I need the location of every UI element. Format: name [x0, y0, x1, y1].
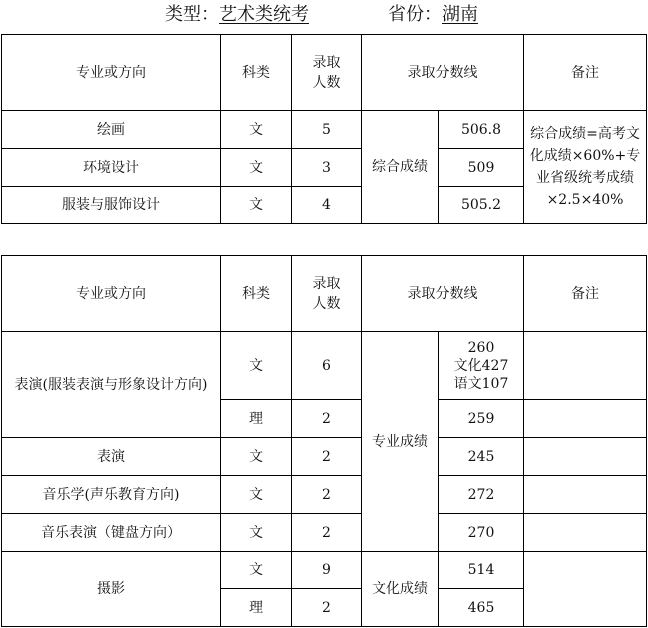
province-label: 省份：: [388, 4, 442, 25]
count-cell: 2: [292, 438, 362, 476]
score-cell: 245: [439, 438, 524, 476]
header-major: 专业或方向: [2, 35, 221, 111]
category-cell: 文: [221, 552, 292, 589]
count-cell: 2: [292, 589, 362, 627]
major-cell: 音乐学(声乐教育方向): [2, 476, 221, 514]
note-cell: 综合成绩=高考文化成绩×60%+专业省级统考成绩×2.5×40%: [524, 111, 647, 224]
score-cell: 272: [439, 476, 524, 514]
header-count: 录取 人数: [292, 256, 362, 332]
major-cell: 绘画: [2, 111, 221, 149]
count-cell: 2: [292, 476, 362, 514]
score-cell: 465: [439, 589, 524, 627]
major-cell: 摄影: [2, 552, 221, 627]
table-row: [2, 514, 647, 552]
score-cell: 505.2: [439, 187, 524, 224]
table-row: [2, 111, 647, 149]
header-major: 专业或方向: [2, 256, 221, 332]
score-cell: 506.8: [439, 111, 524, 149]
count-cell: 9: [292, 552, 362, 589]
header-count: 录取 人数: [292, 35, 362, 111]
score-cell: 260 文化427 语文107: [439, 332, 524, 400]
score-type-cell: 综合成绩: [362, 111, 439, 224]
count-cell: 6: [292, 332, 362, 400]
admission-table-1: [1, 34, 647, 224]
province-value: 湖南: [442, 4, 478, 25]
major-cell: 音乐表演（键盘方向）: [2, 514, 221, 552]
header-note: 备注: [524, 35, 647, 111]
category-cell: 文: [221, 332, 292, 400]
note-cell: [524, 400, 647, 438]
count-cell: 2: [292, 400, 362, 438]
score-type-cell: 专业成绩: [362, 332, 439, 552]
table-row: [2, 332, 647, 400]
count-cell: 2: [292, 514, 362, 552]
major-cell: 表演(服装表演与形象设计方向): [2, 332, 221, 438]
table-header-row: [2, 35, 647, 111]
table-header-row: [2, 256, 647, 332]
category-cell: 文: [221, 514, 292, 552]
type-field: [165, 4, 309, 26]
admission-table-2: [1, 255, 647, 627]
header-score: 录取分数线: [362, 256, 524, 332]
table-row: [2, 476, 647, 514]
category-cell: 理: [221, 589, 292, 627]
table-row: [2, 438, 647, 476]
count-cell: 4: [292, 187, 362, 224]
major-cell: 服装与服饰设计: [2, 187, 221, 224]
major-cell: 环境设计: [2, 149, 221, 187]
header-category: 科类: [221, 256, 292, 332]
category-cell: 理: [221, 400, 292, 438]
note-cell: [524, 476, 647, 514]
count-cell: 3: [292, 149, 362, 187]
category-cell: 文: [221, 111, 292, 149]
note-cell: [524, 514, 647, 552]
table-row: [2, 552, 647, 589]
major-cell: 表演: [2, 438, 221, 476]
note-cell: [524, 332, 647, 400]
type-value: 艺术类统考: [219, 4, 309, 25]
score-cell: 270: [439, 514, 524, 552]
score-cell: 514: [439, 552, 524, 589]
count-cell: 5: [292, 111, 362, 149]
score-cell: 509: [439, 149, 524, 187]
category-cell: 文: [221, 476, 292, 514]
note-cell: [524, 552, 647, 627]
category-cell: 文: [221, 149, 292, 187]
score-cell: 259: [439, 400, 524, 438]
note-cell: [524, 438, 647, 476]
header-score: 录取分数线: [362, 35, 524, 111]
province-field: [388, 4, 478, 26]
category-cell: 文: [221, 438, 292, 476]
category-cell: 文: [221, 187, 292, 224]
type-label: 类型：: [165, 4, 219, 25]
header-note: 备注: [524, 256, 647, 332]
score-type-cell: 文化成绩: [362, 552, 439, 627]
page-header: [0, 0, 648, 32]
header-category: 科类: [221, 35, 292, 111]
